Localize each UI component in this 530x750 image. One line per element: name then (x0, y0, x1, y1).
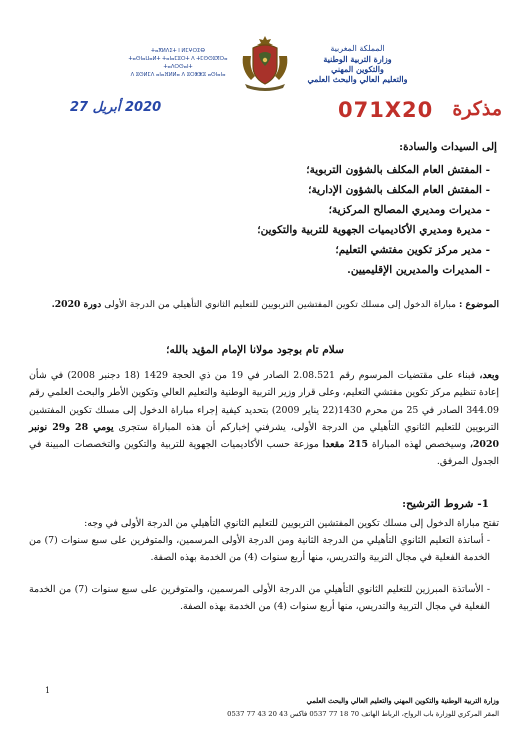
intro-lead: وبعد، (479, 370, 500, 381)
header-ministry-line-3: والتعليم العالي والبحث العلمي (307, 74, 408, 84)
recipients-heading: إلى السيدات والسادة: (399, 141, 497, 153)
recipient-item: - مديرات ومديري المصالح المركزية؛ (328, 204, 490, 216)
subject-text: مباراة الدخول إلى مسلك تكوين المفتشين التربويين للتعليم الثانوي التأهيلي من الدرجة الأولى (104, 299, 457, 310)
seat-count: 215 مقعدا (322, 439, 369, 451)
footer-ministry: وزارة التربية الوطنية والتكوين المهني والتعليم العالي والبحث العلمي (306, 697, 499, 705)
subject-line (29, 296, 499, 313)
subject-label: الموضوع : (458, 299, 499, 310)
intro-text-1: فبناء على مقتضيات المرسوم رقم 2.08.521 الصادر في 19 من ذي الحجة 1429 (18 دجنبر 2008) في شأن إعادة تنظيم مركز تكوين مفتشي التعليم، وعلى قرار وزير التربية الوطنية والتعليم العالي وتكوين الأطر والبحث العلمي رقم 344.09 الصادر في 25 من محرم 1430(22 يناير 2009) بتحديد كيفية إجراء مباراة الدخول إلى مسلك تكوين المفتشين التربويين للتعليم الثانوي التأهيلي من الدرجة الأولى، يشرفني إخباركم أن هذه المباراة ستجرى (29, 370, 500, 433)
recipient-item: - مديرة ومديري الأكاديميات الجهوية للتربية والتكوين؛ (257, 224, 490, 236)
recipient-item: - المديرات والمديرين الإقليميين. (347, 264, 490, 276)
intro-text-2: وسيخصص لهذه المباراة (371, 439, 467, 451)
memo-number: 071X20 (338, 98, 434, 122)
tifinagh-line-3: ⴷ ⵓⵙⵍⵎⴷ ⴰⵏⴰⴼⵍⵍⴰ ⴷ ⵓⵔⵣⵣⵓ ⴰⵙⵏⴰⵏⴰ (130, 72, 226, 78)
memo-label: مذكرة (452, 98, 502, 120)
intro-paragraph (29, 367, 499, 471)
date-stamp: 2020 أبريل 27 (70, 100, 162, 115)
recipient-item: - المفتش العام المكلف بالشؤون الإدارية؛ (308, 184, 490, 196)
page-number: 1 (45, 686, 51, 695)
header-ministry-line-2: والتكوين المهني (331, 64, 384, 74)
header-ministry-line-1: وزارة التربية الوطنية (323, 54, 392, 64)
header-tifinagh (128, 47, 228, 79)
header-ministry (300, 44, 415, 84)
intro-text-3: موزعة حسب الأكاديميات الجهوية للتربية والتكوين والتخصصات المبينة في الجدول المرفق. (29, 439, 499, 468)
coat-of-arms-emblem (237, 34, 293, 92)
exam-dates: يومي 28 و29 نونبر 2020، (29, 421, 499, 451)
eligibility-bullet: - الأساتذة المبرزين للتعليم الثانوي التأهيلي من الدرجة الأولى المرسمين، والمتوفرين على سبع سنوات (7) من الخدمة الفعلية في مجال التربية والتدريس، منها أربع سنوات (4) من الخدمة بهذه الصفة. (29, 584, 491, 613)
eligibility-bullet: - أساتذة التعليم الثانوي التأهيلي من الدرجة الثانية ومن الدرجة الأولى المرسمين، والمتوفرين على سبع سنوات (7) من الخدمة الفعلية في مجال التربية والتدريس، منها أربع سنوات (4) من الخدمة بهذه الصفة. (29, 535, 490, 564)
tifinagh-line-2: ⵜⴰⵙⵏⴰⵡⴰⵍⵜ ⵜⴰⵏⴰⵎⵓⵔⵜ ⴷ ⵜⵎⵙⵙⵓⴳⵔⴰ ⵜⴰⴷⵔⵙⴰⵏⵜ (128, 56, 228, 70)
recipient-item: - مدير مركز تكوين مفتشي التعليم؛ (335, 244, 490, 256)
tifinagh-line-1: ⵜⴰⴳⵍⴷⵉⵜ ⵏ ⵍⵎⵖⵔⵉⴱ (151, 48, 205, 54)
footer-address: المقر المركزي للوزارة باب الرواح، الرباط الهاتف 70 18 77 0537 فاكس 43 20 43 77 0537 (227, 710, 499, 718)
section-1-title: 1- شروط الترشيح: (402, 498, 489, 510)
section-1-lead: تفتح مباراة الدخول إلى مسلك تكوين المفتشين التربويين للتعليم الثانوي التأهيلي من الدرجة الأولى في وجه: (84, 518, 499, 529)
subject-session: دورة 2020. (51, 299, 102, 310)
greeting: سلام تام بوجود مولانا الإمام المؤيد بالله؛ (166, 344, 344, 356)
recipient-item: - المفتش العام المكلف بالشؤون التربوية؛ (306, 164, 490, 176)
header-kingdom: المملكة المغربية (330, 44, 385, 53)
